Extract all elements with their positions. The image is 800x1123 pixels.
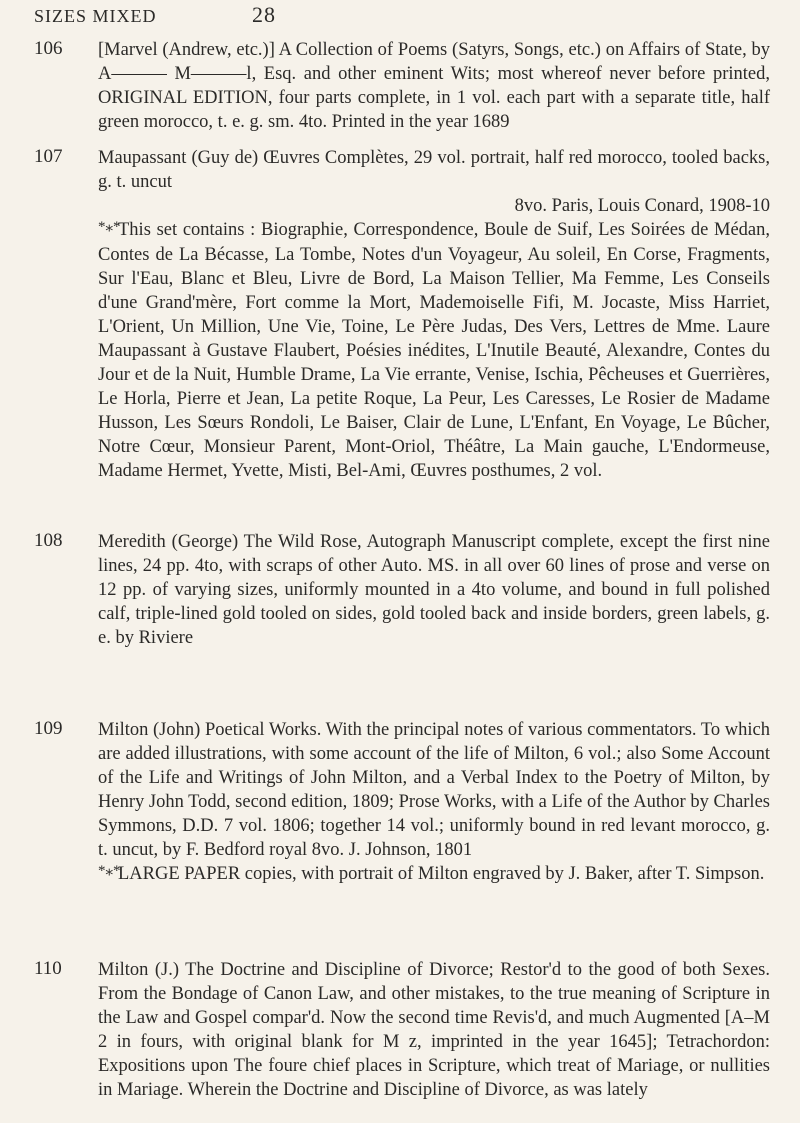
lot-number: 107 [34, 146, 63, 167]
lot-description [98, 958, 770, 1102]
lot-text: [Marvel (Andrew, etc.)] A Collection of Poems (Satyrs, Songs, etc.) on Affairs of State, by A——— M———l, Esq. and other eminent Wits; most whereof never before printed, ORIGINAL EDITION, four parts complete, in 1 vol. each part with a separate title, half green morocco, t. e. g. sm. 4to. Printed in the year 1689 [98, 40, 770, 132]
lot-number: 109 [34, 718, 63, 739]
page-number: 28 [252, 2, 276, 27]
lot-number: 110 [34, 958, 62, 979]
lot-text: Milton (John) Poetical Works. With the principal notes of various commentators. To which are added illustrations, with some account of the life of Milton, 6 vol.; also Some Account of the Life and Writings of John Milton, and a Verbal Index to the Poetry of Milton, by Henry John Todd, second edition, 1809; Prose Works, with a Life of the Author by Charles Symmons, D.D. 7 vol. 1806; together 14 vol.; uniformly bound in red levant morocco, g. t. uncut, by F. Bedford royal 8vo. J. Johnson, 1801 [98, 720, 770, 860]
lot-note-text: This set contains : Biographie, Correspondence, Boule de Suif, Les Soirées de Médan, Contes de La Bécasse, La Tombe, Notes d'un Voyageur, Au soleil, En Corse, Fragments, Sur l'Eau, Blanc et Bleu, Livre de Bord, La Maison Tellier, Ma Femme, Les Conseils d'une Grand'mère, Fort comme la Mort, Mademoiselle Fifi, M. Jocaste, Miss Harriet, L'Orient, Un Million, Une Vie, Toine, Le Père Judas, Des Vers, Lettres de Mme. Laure Maupassant à Gustave Flaubert, Poésies inédites, L'Inutile Beauté, Alexandre, Contes du Jour et de la Nuit, Humble Drame, La Vie errante, Venise, Ischia, Pêcheuses et Guerrières, Le Horla, Pierre et Jean, La petite Roque, La Peur, Les Caresses, Le Rosier de Madame Husson, Les Sœurs Rondoli, Le Baiser, Clair de Lune, L'Enfant, En Voyage, Le Bûcher, Notre Cœur, Monsieur Parent, Mont-Oriol, Théâtre, La Main gauche, L'Endormeuse, Madame Hermet, Yvette, Misti, Bel-Ami, Œuvres posthumes, 2 vol. [98, 220, 770, 481]
lot-description [98, 718, 770, 887]
lot-text: Milton (J.) The Doctrine and Discipline of Divorce; Restor'd to the good of both Sexes. From the Bondage of Canon Law, and other mistakes, to the true meaning of Scripture in the Law and Gospel compar'd. Now the second time Revis'd, and much Augmented [A–M 2 in fours, with original blank for M z, imprinted in the year 1645]; Tetrachordon: Expositions upon The foure chief places in Scripture, which treat of Mariage, or nullities in Mariage. Wherein the Doctrine and Discipline of Divorce, as was lately [98, 960, 770, 1100]
lot-imprint: 8vo. Paris, Louis Conard, 1908-10 [514, 196, 770, 216]
asterism-icon: *⁎* [98, 863, 121, 879]
lot-note-text: LARGE PAPER copies, with portrait of Milton engraved by J. Baker, after T. Simpson. [118, 864, 765, 884]
header-section-title: SIZES MIXED [34, 6, 157, 26]
lot-description [98, 530, 770, 650]
lot-text: Maupassant (Guy de) Œuvres Complètes, 29 vol. portrait, half red morocco, tooled backs, g. t. uncut [98, 148, 770, 192]
lot-note [98, 862, 770, 887]
lot-number: 106 [34, 38, 63, 59]
lot-description [98, 146, 770, 483]
lot-description [98, 38, 770, 134]
lot-note [98, 218, 770, 483]
lot-number: 108 [34, 530, 63, 551]
asterism-icon: *⁎* [98, 219, 121, 235]
lot-text: Meredith (George) The Wild Rose, Autograph Manuscript complete, except the first nine lines, 24 pp. 4to, with scraps of other Auto. MS. in all over 60 lines of prose and verse on 12 pp. of varying sizes, uniformly mounted in a 4to volume, and bound in full polished calf, triple-lined gold tooled on sides, gold tooled back and inside borders, green labels, g. e. by Riviere [98, 532, 770, 648]
